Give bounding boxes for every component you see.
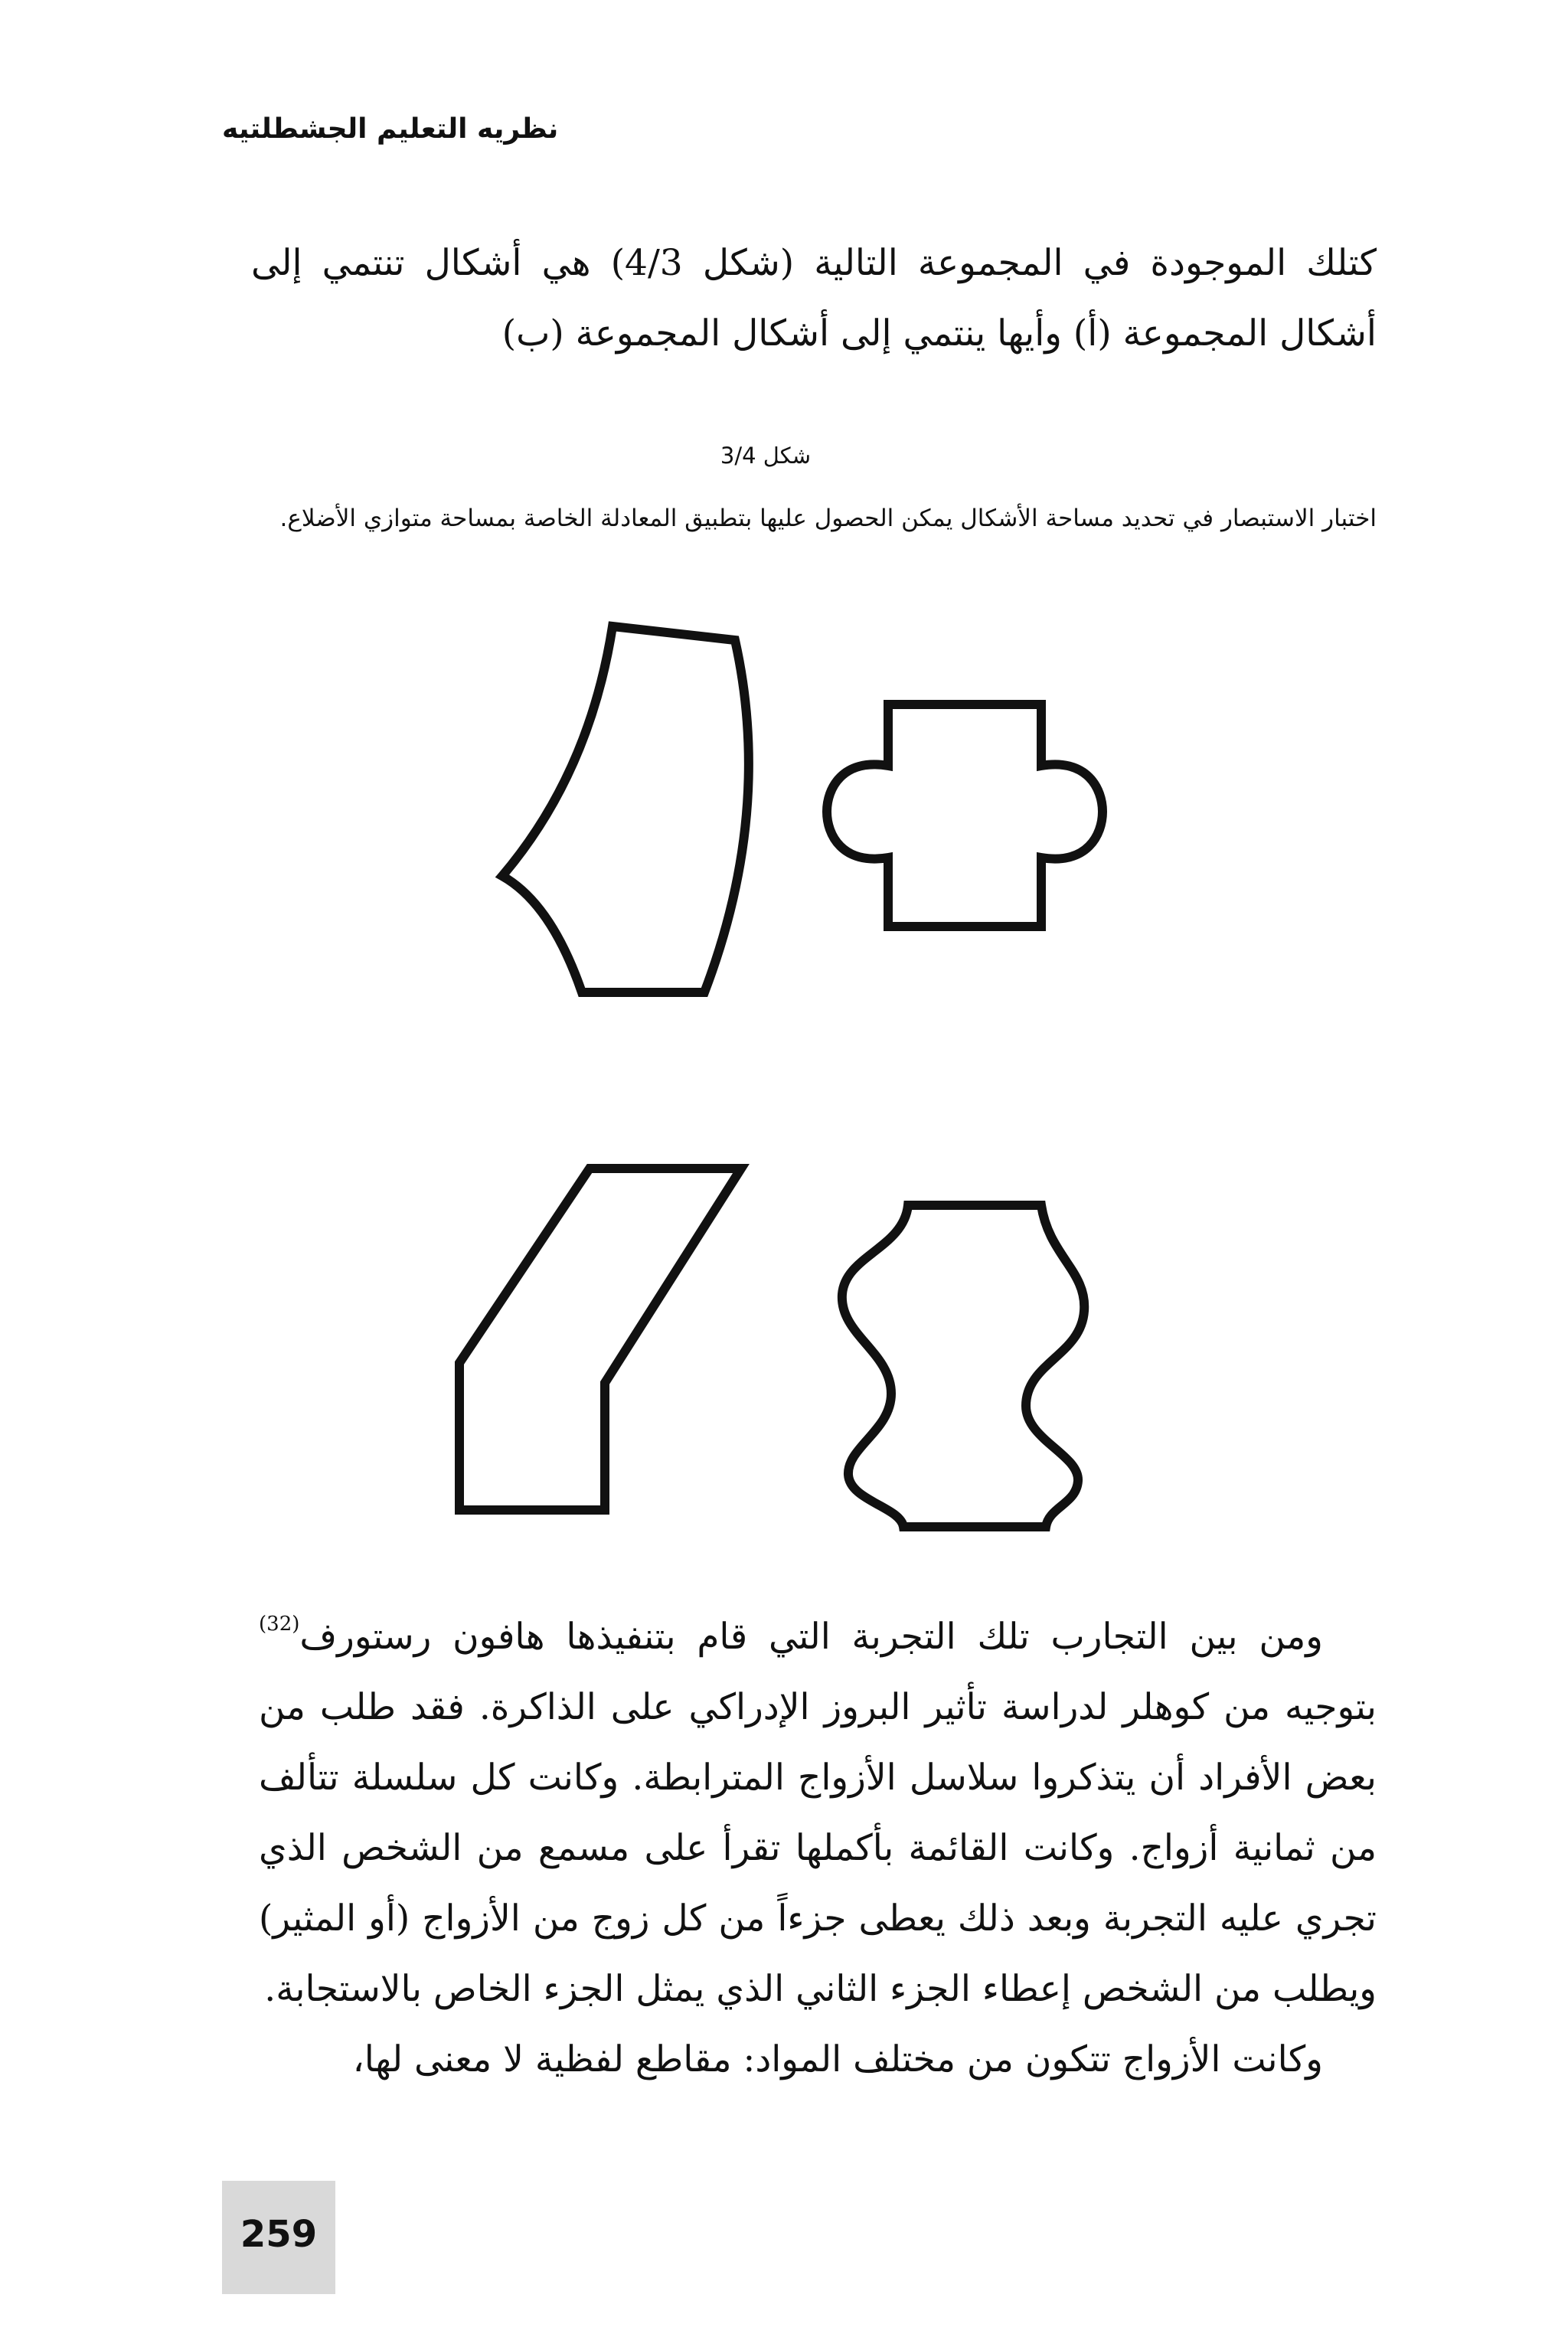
footnote-marker: (32) [259,1613,300,1636]
wavy-vase-shape [842,1205,1084,1527]
page-number: 259 [240,2213,318,2256]
cross-lobed-shape [827,704,1102,927]
paragraph-1-rest: بتوجيه من كوهلر لدراسة تأثير البروز الإدراكي على الذاكرة. فقد طلب من بعض الأفراد أن يتذكروا سلاسل الأزواج المترابطة. وكانت كل سلسلة تتألف من ثمانية أزواج. وكانت القائمة بأكملها تقرأ على مسمع من الشخص الذي تجري عليه التجربة وبعد ذلك يعطى جزءاً من كل زوج من الأزواج (أو المثير) ويطلب من الشخص إعطاء الجزء الثاني الذي يمثل الجزء الخاص بالاستجابة. [259,1686,1377,2010]
figure-caption: اختبار الاستبصار في تحديد مساحة الأشكال يمكن الحصول عليها بتطبيق المعادلة الخاصة بمساحة متوازي الأضلاع. [279,505,1377,532]
figure-label: شكل 3/4 [720,443,812,469]
paragraph-2 [259,2025,1377,2095]
paragraph-1-start: ومن بين التجارب تلك التجربة التي قام بتنفيذها هافون رستورف [299,1616,1323,1658]
paragraph-2-text: وكانت الأزواج تتكون من مختلف المواد: مقاطع لفظية لا معنى لها، [352,2038,1323,2080]
slanted-parallelogram-shape [459,1168,741,1510]
curved-band-shape [502,626,749,992]
running-title: نظريه التعليم الجشطلتيه [222,113,559,145]
body-text [259,1602,1377,2095]
paragraph-1 [259,1602,1377,2025]
intro-paragraph: كتلك الموجودة في المجموعة التالية (شكل 4/3) هي أشكال تنتمي إلى أشكال المجموعة (أ) وأيها ينتمي إلى أشكال المجموعة (ب) [251,242,1377,355]
